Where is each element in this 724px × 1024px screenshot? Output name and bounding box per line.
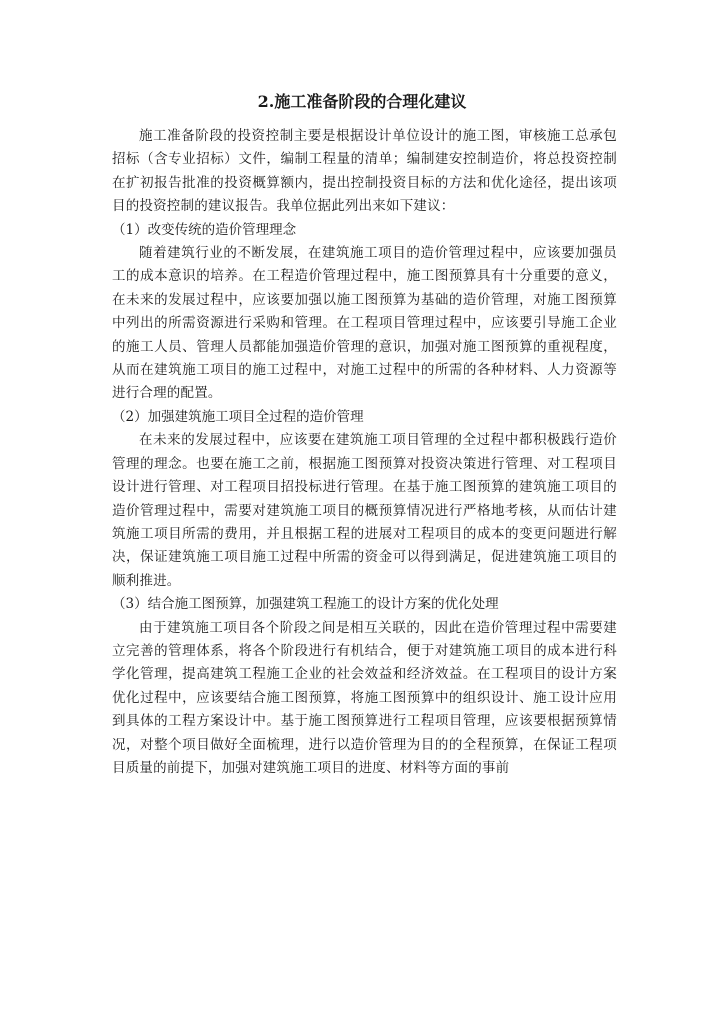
section-1-heading: （1）改变传统的造价管理理念 [112,221,297,238]
document-title: 2.施工准备阶段的合理化建议 [257,92,467,111]
section-3-paragraph: 由于建筑施工项目各个阶段之间是相互关联的，因此在造价管理过程中需要建立完善的管理体系，将各个阶段进行有机结合，便于对建筑施工项目的成本进行科学化管理，提高建筑工程施工企业的社会效益和经济效益。在工程项目的设计方案优化过程中，应该要结合施工图预算，将施工图预算中的组织设计、施工设计应用到具体的工程方案设计中。基于施工图预算进行工程项目管理，应该要根据预算情况，对整个项目做好全面梳理，进行以造价管理为目的的全程预算，在保证工程项目质量的前提下，加强对建筑施工项目的进度、材料等方面的事前 [112,619,617,776]
intro-paragraph: 施工准备阶段的投资控制主要是根据设计单位设计的施工图，审核施工总承包招标（含专业招标）文件，编制工程量的清单；编制建安控制造价，将总投资控制在扩初报告批准的投资概算额内，提出控制投资目标的方法和优化途径，提出该项目的投资控制的建议报告。我单位据此列出来如下建议： [112,128,617,215]
section-3-heading: （3）结合施工图预算，加强建筑工程施工的设计方案的优化处理 [112,596,499,613]
section-2-paragraph: 在未来的发展过程中，应该要在建筑施工项目管理的全过程中都积极践行造价管理的理念。也要在施工之前，根据施工图预算对投资决策进行管理、对工程项目设计进行管理、对工程项目招投标进行管理。在基于施工图预算的建筑施工项目的造价管理过程中，需要对建筑施工项目的概预算情况进行严格地考核，从而估计建筑施工项目所需的费用，并且根据工程的进展对工程项目的成本的变更问题进行解决，保证建筑施工项目施工过程中所需的资金可以得到满足，促进建筑施工项目的顺利推进。 [112,432,617,589]
section-2-heading: （2）加强建筑施工项目全过程的造价管理 [112,408,364,425]
document-body [112,125,617,780]
section-1-paragraph: 随着建筑行业的不断发展，在建筑施工项目的造价管理过程中，应该要加强员工的成本意识的培养。在工程造价管理过程中，施工图预算具有十分重要的意义，在未来的发展过程中，应该要加强以施工图预算为基础的造价管理，对施工图预算中列出的所需资源进行采购和管理。在工程项目管理过程中，应该要引导施工企业的施工人员、管理人员都能加强造价管理的意识，加强对施工图预算的重视程度，从而在建筑施工项目的施工过程中，对施工过程中的所需的各种材料、人力资源等进行合理的配置。 [112,245,617,402]
